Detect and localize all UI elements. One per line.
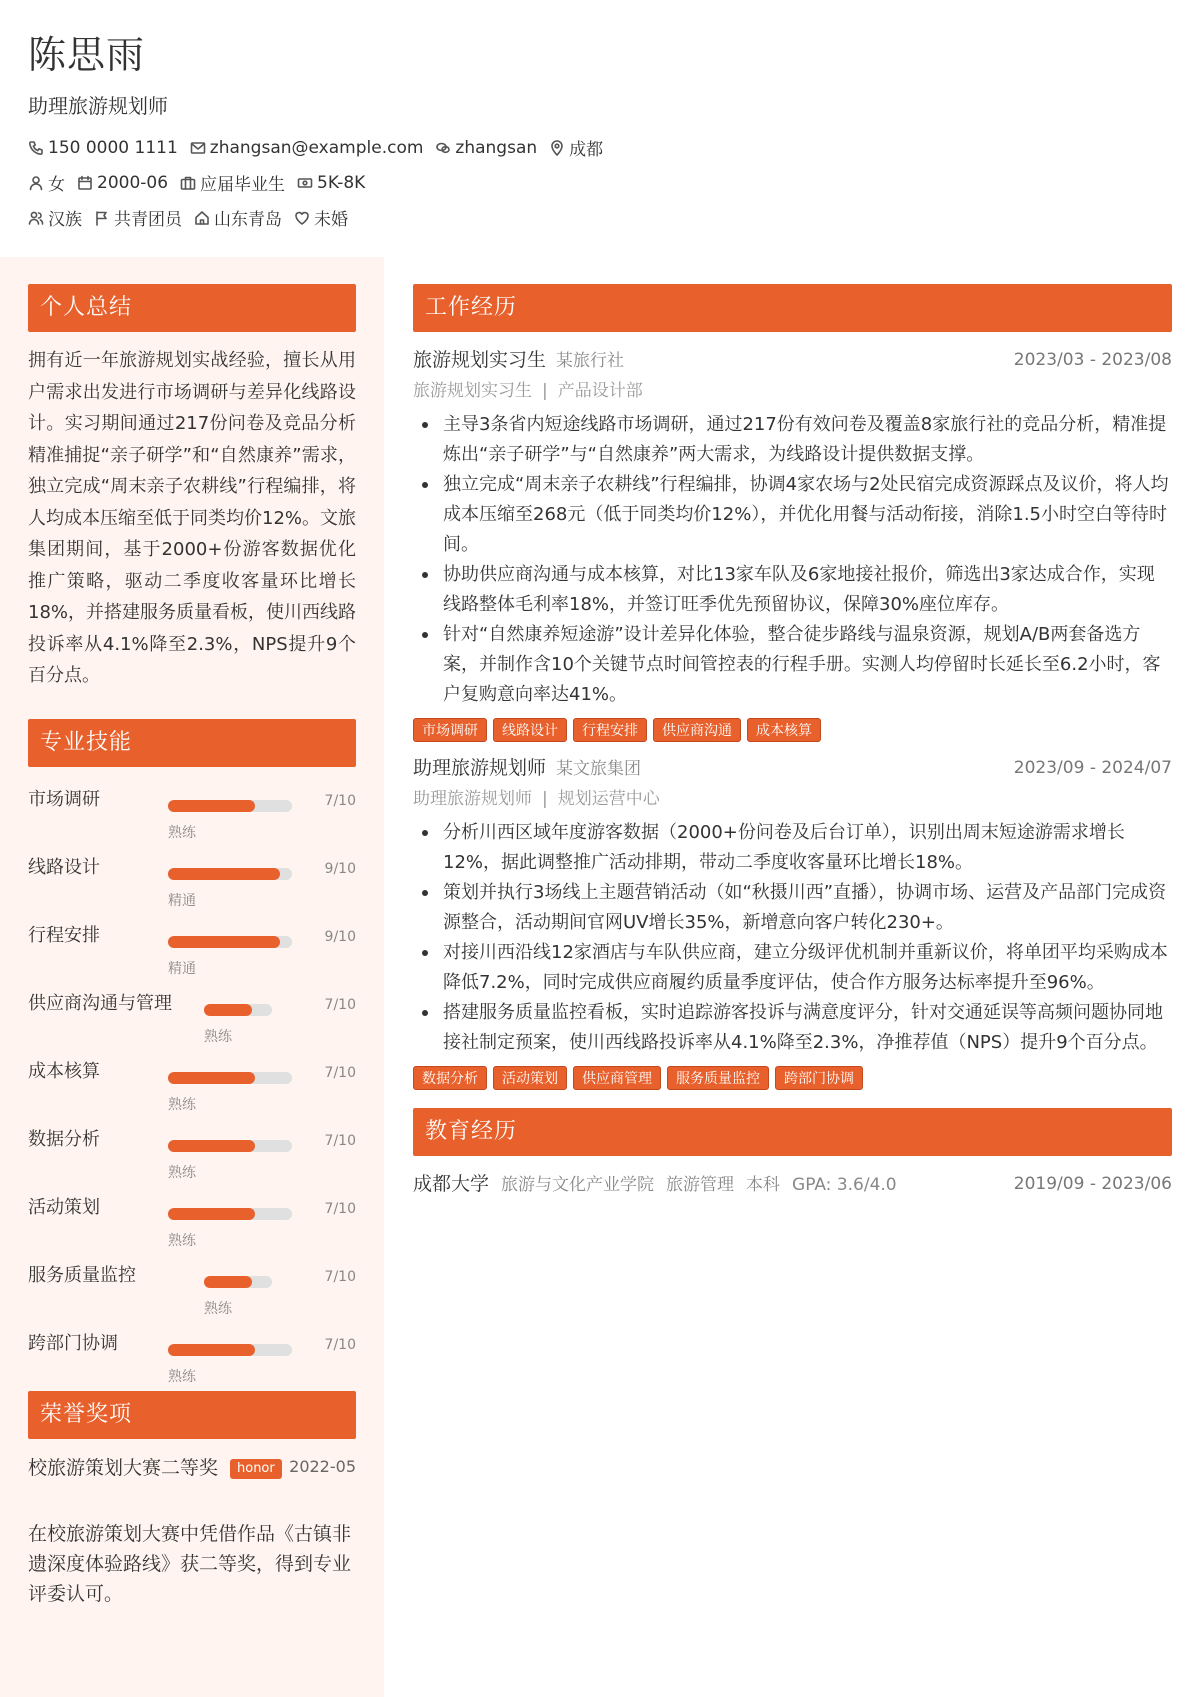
skill-name: 行程安排 (28, 924, 100, 946)
home-icon (194, 210, 210, 226)
status-item (180, 170, 285, 195)
skill-score: 7/10 (324, 1268, 356, 1285)
skill-progress-fill (204, 1004, 252, 1016)
email-item (190, 138, 424, 158)
job-company: 某旅行社 (556, 351, 625, 371)
job-department: 产品设计部 (557, 381, 643, 401)
user-icon (28, 175, 44, 191)
bullet-item: 针对“自然康养短途游”设计差异化体验，整合徒步路线与温泉资源，规划A/B两套备选方案，并制作含10个关键节点时间管控表的行程手册。实测人均停留时长延长至6.2小时，客户复购意向率达41%。 (413, 620, 1172, 710)
skill-row (28, 1311, 356, 1385)
job-dates: 2023/09 - 2024/07 (1013, 758, 1172, 778)
college-name: 旅游与文化产业学院 (501, 1175, 655, 1195)
skill-progress-fill (168, 1344, 255, 1356)
skill-tag: 供应商管理 (573, 1066, 661, 1090)
skill-row (28, 1107, 356, 1181)
job-header (413, 754, 1172, 782)
skills-heading: 专业技能 (28, 719, 356, 767)
skill-row (28, 903, 356, 977)
work-heading: 工作经历 (413, 284, 1172, 332)
skill-name: 市场调研 (28, 788, 100, 810)
flag-icon (94, 210, 110, 226)
skill-score: 7/10 (324, 1200, 356, 1217)
skill-tag: 线路设计 (493, 718, 567, 742)
job-role: 旅游规划实习生 (413, 349, 547, 371)
skill-progress-bar (204, 1276, 272, 1288)
skill-level: 熟练 (168, 824, 196, 841)
skill-progress-fill (168, 936, 280, 948)
resume-header (28, 30, 1178, 231)
education-entry (413, 1170, 1172, 1198)
bullet-item: 对接川西沿线12家酒店与车队供应商，建立分级评优机制并重新议价，将单团平均采购成本降低7.2%，同时完成供应商履约质量季度评估，使合作方服务达标率提升至96%。 (413, 938, 1172, 998)
skill-name: 活动策划 (28, 1196, 100, 1218)
skill-score: 7/10 (324, 996, 356, 1013)
gender-text: 女 (48, 175, 65, 195)
skill-progress-bar (168, 800, 292, 812)
skill-progress-bar (168, 936, 292, 948)
skill-name: 服务质量监控 (28, 1264, 136, 1286)
skill-name: 跨部门协调 (28, 1332, 118, 1354)
background-line (28, 204, 1178, 231)
honor-description: 在校旅游策划大赛中凭借作品《古镇非遗深度体验路线》获二等奖，得到专业评委认可。 (28, 1522, 352, 1605)
ethnicity-item (28, 205, 82, 230)
skill-progress-bar (204, 1004, 272, 1016)
left-column (28, 284, 356, 1609)
skill-progress-bar (168, 1208, 292, 1220)
politics-item (94, 205, 182, 230)
birth-item (77, 173, 168, 193)
skill-level: 精通 (168, 892, 196, 909)
skill-name: 线路设计 (28, 856, 100, 878)
job-entry-1 (413, 346, 1172, 744)
hometown-text: 山东青岛 (214, 210, 282, 230)
bullet-item: 策划并执行3场线上主题营销活动（如“秋摄川西”直播），协调市场、运营及产品部门完成资源整合，活动期间官网UV增长35%，新增意向客户转化230+。 (413, 878, 1172, 938)
job-separator: | (542, 381, 548, 401)
contact-line (28, 134, 1178, 161)
job-position: 旅游规划实习生 (413, 381, 532, 401)
skill-row (28, 1039, 356, 1113)
skill-progress-fill (168, 800, 255, 812)
skill-row (28, 1175, 356, 1249)
salary-text: 5K-8K (317, 172, 366, 193)
skill-level: 熟练 (204, 1028, 232, 1045)
skill-level: 熟练 (168, 1232, 196, 1249)
skill-score: 7/10 (324, 1064, 356, 1081)
honors-heading: 荣誉奖项 (28, 1391, 356, 1439)
people-icon (28, 210, 44, 226)
job-separator: | (542, 789, 548, 809)
salary-item (297, 173, 365, 193)
wechat-item (435, 138, 537, 158)
skill-level: 熟练 (204, 1300, 232, 1317)
job-subheader (413, 378, 1172, 404)
marital-item (294, 205, 348, 230)
mail-icon (190, 140, 206, 156)
phone-text: 150 0000 1111 (48, 137, 178, 158)
bullet-item: 协助供应商沟通与成本核算，对比13家车队及6家地接社报价，筛选出3家达成合作，实现线路整体毛利率18%，并签订旺季优先预留协议，保障30%座位库存。 (413, 560, 1172, 620)
city-item (549, 135, 603, 160)
job-dates: 2023/03 - 2023/08 (1013, 350, 1172, 370)
skill-level: 熟练 (168, 1096, 196, 1113)
skill-tag: 跨部门协调 (775, 1066, 863, 1090)
email-text: zhangsan@example.com (209, 137, 424, 158)
skill-row (28, 767, 356, 841)
skill-progress-bar (168, 868, 292, 880)
heart-icon (294, 210, 310, 226)
job-subheader (413, 786, 1172, 812)
target-title: 助理旅游规划师 (28, 94, 168, 118)
marital-text: 未婚 (314, 210, 348, 230)
skill-name: 成本核算 (28, 1060, 100, 1082)
money-icon (297, 175, 313, 191)
gender-item (28, 170, 65, 195)
personal-line (28, 169, 1178, 196)
skill-score: 9/10 (324, 928, 356, 945)
summary-heading: 个人总结 (28, 284, 356, 332)
wechat-icon (435, 140, 451, 156)
skill-tag: 供应商沟通 (653, 718, 741, 742)
skill-row (28, 971, 356, 1045)
hometown-item (194, 205, 282, 230)
phone-icon (28, 140, 44, 156)
skill-row (28, 835, 356, 909)
skill-row (28, 1243, 356, 1317)
right-column (413, 284, 1172, 1198)
job-tags (413, 1066, 1172, 1092)
politics-text: 共青团员 (114, 210, 182, 230)
phone-item (28, 138, 178, 158)
skill-progress-bar (168, 1140, 292, 1152)
skill-progress-bar (168, 1344, 292, 1356)
birth-text: 2000-06 (97, 172, 169, 193)
honor-name: 校旅游策划大赛二等奖 (28, 1456, 219, 1479)
skill-name: 供应商沟通与管理 (28, 992, 172, 1014)
honor-header (28, 1453, 356, 1513)
skill-progress-fill (168, 1208, 255, 1220)
major-name: 旅游管理 (666, 1175, 735, 1195)
job-entry-2 (413, 754, 1172, 1092)
wechat-text: zhangsan (455, 137, 538, 158)
city-text: 成都 (569, 140, 604, 160)
skill-score: 7/10 (324, 1132, 356, 1149)
skill-score: 9/10 (324, 860, 356, 877)
gpa-text: GPA: 3.6/4.0 (792, 1175, 897, 1195)
skill-level: 熟练 (168, 1164, 196, 1181)
skill-score: 7/10 (324, 1336, 356, 1353)
calendar-icon (77, 175, 93, 191)
skill-progress-fill (204, 1276, 252, 1288)
skill-progress-fill (168, 1140, 255, 1152)
degree-name: 本科 (746, 1175, 781, 1195)
status-text: 应届毕业生 (200, 175, 286, 195)
skill-tag: 活动策划 (493, 1066, 567, 1090)
skill-name: 数据分析 (28, 1128, 100, 1150)
education-heading: 教育经历 (413, 1108, 1172, 1156)
skill-progress-fill (168, 1072, 255, 1084)
skill-tag: 数据分析 (413, 1066, 487, 1090)
job-bullets (413, 818, 1172, 1058)
skill-tag: 行程安排 (573, 718, 647, 742)
school-name: 成都大学 (413, 1173, 490, 1195)
skill-score: 7/10 (324, 792, 356, 809)
honor-badge: honor (230, 1459, 282, 1479)
location-pin-icon (549, 140, 565, 156)
bullet-item: 分析川西区域年度游客数据（2000+份问卷及后台订单），识别出周末短途游需求增长12%，据此调整推广活动排期，带动二季度收客量环比增长18%。 (413, 818, 1172, 878)
skill-level: 精通 (168, 960, 196, 977)
bullet-item: 独立完成“周末亲子农耕线”行程编排，协调4家农场与2处民宿完成资源踩点及议价，将人均成本压缩至268元（低于同类均价12%），并优化用餐与活动衔接，消除1.5小时空白等待时间。 (413, 470, 1172, 560)
skill-tag: 服务质量监控 (667, 1066, 769, 1090)
skill-progress-bar (168, 1072, 292, 1084)
briefcase-icon (180, 175, 196, 191)
job-position: 助理旅游规划师 (413, 789, 532, 809)
honor-item (28, 1453, 356, 1609)
summary-text: 拥有近一年旅游规划实战经验，擅长从用户需求出发进行市场调研与差异化线路设计。实习期间通过217份问卷及竞品分析精准捕捉“亲子研学”和“自然康养”需求，独立完成“周末亲子农耕线”行程编排，将人均成本压缩至低于同类均价12%。文旅集团期间，基于2000+份游客数据优化推广策略，驱动二季度收客量环比增长18%，并搭建服务质量看板，使川西线路投诉率从4.1%降至2.3%，NPS提升9个百分点。 (28, 350, 357, 686)
bullet-item: 主导3条省内短途线路市场调研，通过217份有效问卷及覆盖8家旅行社的竞品分析，精准提炼出“亲子研学”与“自然康养”两大需求，为线路设计提供数据支撑。 (413, 410, 1172, 470)
job-role: 助理旅游规划师 (413, 757, 547, 779)
job-header (413, 346, 1172, 374)
skill-progress-fill (168, 868, 280, 880)
honor-date: 2022-05 (289, 1456, 356, 1476)
skill-tag: 市场调研 (413, 718, 487, 742)
job-tags (413, 718, 1172, 744)
ethnicity-text: 汉族 (48, 210, 82, 230)
candidate-name: 陈思雨 (28, 33, 146, 77)
job-department: 规划运营中心 (557, 789, 660, 809)
job-company: 某文旅集团 (556, 759, 642, 779)
skill-level: 熟练 (168, 1368, 196, 1385)
skill-tag: 成本核算 (747, 718, 821, 742)
education-dates: 2019/09 - 2023/06 (1013, 1174, 1172, 1194)
skills-list (28, 767, 356, 1385)
job-bullets (413, 410, 1172, 710)
bullet-item: 搭建服务质量监控看板，实时追踪游客投诉与满意度评分，针对交通延误等高频问题协同地接社制定预案，使川西线路投诉率从4.1%降至2.3%，净推荐值（NPS）提升9个百分点。 (413, 998, 1172, 1058)
